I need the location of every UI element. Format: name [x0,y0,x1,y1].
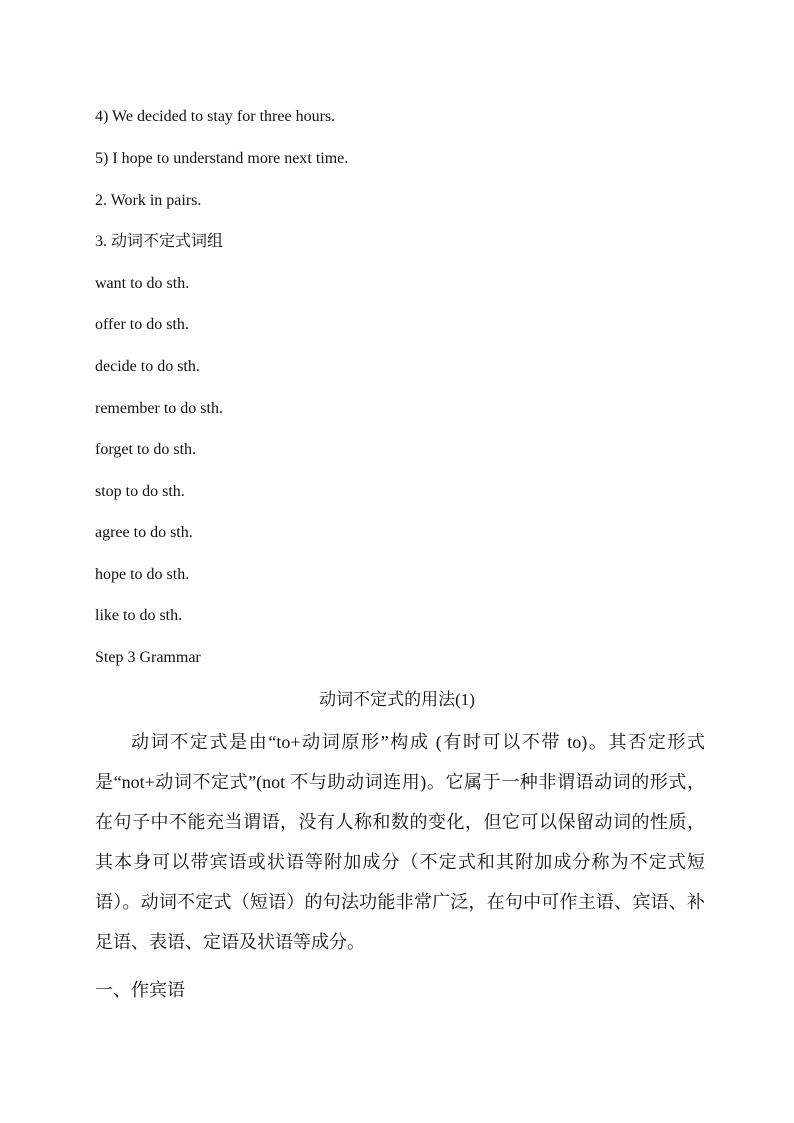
phrase-item: offer to do sth. [95,316,189,333]
example-sentence-4: 4) We decided to stay for three hours. [95,108,336,125]
phrase-item: decide to do sth. [95,358,200,375]
phrase-item: forget to do sth. [95,441,197,458]
phrase-item: like to do sth. [95,607,183,624]
phrase-item: agree to do sth. [95,524,193,541]
section-work-in-pairs: 2. Work in pairs. [95,192,202,209]
subheading-object: 一、作宾语 [95,980,185,1000]
grammar-paragraph: 动词不定式是由“to+动词原形”构成 (有时可以不带 to)。其否定形式是“not+动词不定式”(not 不与助动词连用)。它属于一种非谓语动词的形式，在句子中不能充当谓语，没有人称和数的变化，但它可以保留动词的性质，其本身可以带宾语或状语等附加成分（不定式和其附加成分称为不定式短语）。动词不定式（短语）的句法功能非常广泛，在句中可作主语、宾语、补足语、表语、定语及状语等成分。 [95,732,705,952]
phrase-item: want to do sth. [95,275,190,292]
phrase-item: remember to do sth. [95,400,223,417]
step-title: Step 3 Grammar [95,649,201,666]
grammar-title: 动词不定式的用法(1) [319,690,475,709]
section-infinitive-phrases: 3. 动词不定式词组 [95,233,224,250]
example-sentence-5: 5) I hope to understand more next time. [95,150,349,167]
phrase-item: stop to do sth. [95,483,185,500]
phrase-item: hope to do sth. [95,566,190,583]
